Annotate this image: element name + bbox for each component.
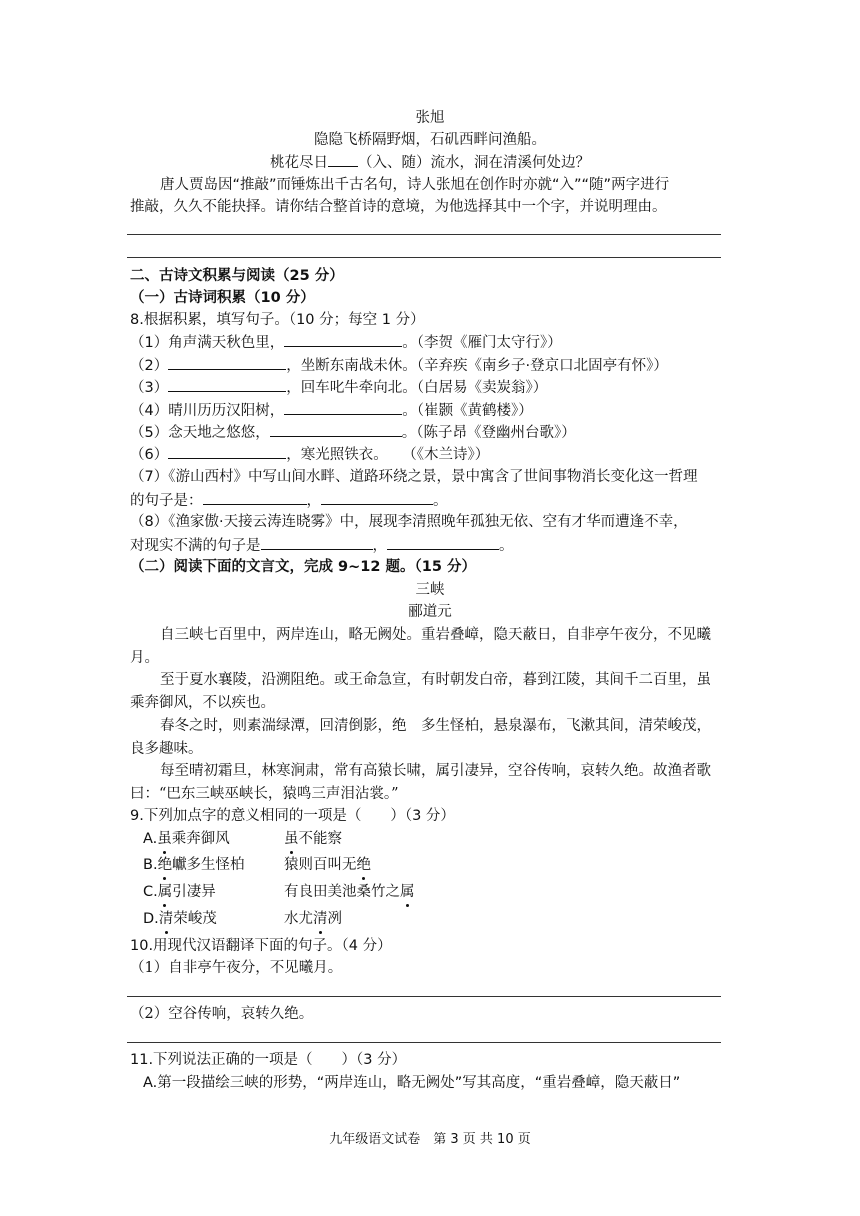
q8-item-6: （6） ，寒光照铁衣。 （《木兰诗》） xyxy=(130,444,489,465)
q8-item-2: （2） ，坐断东南战未休。（辛弃疾《南乡子·登京口北固亭有怀》） xyxy=(130,355,668,376)
q8-item-1: （1）角声满天秋色里， 。（李贺《雁门太守行》） xyxy=(130,332,562,353)
poem-line-2-start: 桃花尽日 xyxy=(270,155,328,171)
q9-option-b-compare: 猿则百叫无绝 xyxy=(284,857,371,873)
passage-title: 三峡 xyxy=(415,582,445,598)
q9-option-d[interactable]: D.清荣峻茂 xyxy=(143,911,217,927)
question-9-stem: 9.下列加点字的意义相同的一项是（ ）（3 分） xyxy=(130,808,455,824)
fill-blank[interactable] xyxy=(387,535,499,550)
answer-line[interactable] xyxy=(127,996,721,997)
poem-line-2-end: （入、随）流水，洞在清溪何处边？ xyxy=(358,155,590,171)
fill-blank[interactable] xyxy=(168,377,286,392)
fill-blank[interactable] xyxy=(261,535,373,550)
question-11-stem: 11.下列说法正确的一项是（ ）（3 分） xyxy=(130,1052,407,1068)
fill-blank[interactable] xyxy=(168,444,286,459)
answer-line[interactable] xyxy=(127,1042,721,1043)
part-1-title: （一）古诗词积累（10 分） xyxy=(130,290,315,306)
part-2-title: （二）阅读下面的文言文，完成 9~12 题。（15 分） xyxy=(130,559,476,575)
q9-option-c-compare: 有良田美池桑竹之属 xyxy=(284,884,415,900)
q10-sentence-1: （1）自非亭午夜分，不见曦月。 xyxy=(130,960,343,976)
passage-p2-line-2: 乘奔御风，不以疾也。 xyxy=(130,695,275,711)
q8-item-7-line-1: （7）《游山西村》中写山间水畔、道路环绕之景，景中寓含了世间事物消长变化这一哲理 xyxy=(130,469,698,485)
fill-blank[interactable] xyxy=(270,422,402,437)
q9-option-a-compare: 虽不能察 xyxy=(284,831,342,847)
fill-blank[interactable] xyxy=(284,332,402,347)
section-2-title: 二、古诗文积累与阅读（25 分） xyxy=(130,268,344,284)
fill-blank[interactable] xyxy=(284,400,402,415)
answer-line[interactable] xyxy=(127,257,721,258)
passage-p1-line-2: 月。 xyxy=(130,650,159,666)
q9-option-c[interactable]: C.属引凄异 xyxy=(143,884,216,900)
q9-option-a[interactable]: A.虽乘奔御风 xyxy=(143,831,230,847)
poem-line-1: 隐隐飞桥隔野烟，石矶西畔问渔船。 xyxy=(314,132,546,148)
question-8-stem: 8.根据积累，填写句子。（10 分；每空 1 分） xyxy=(130,312,425,328)
q9-option-b[interactable]: B.绝巘多生怪柏 xyxy=(143,857,245,873)
passage-p2-line-1: 至于夏水襄陵，沿溯阻绝。或王命急宣，有时朝发白帝，暮到江陵，其间千二百里，虽 xyxy=(160,672,711,688)
passage-author: 郦道元 xyxy=(408,604,452,620)
q8-item-8-line-2: 对现实不满的句子是 ， 。 xyxy=(130,535,514,556)
q10-sentence-2: （2）空谷传响，哀转久绝。 xyxy=(130,1006,314,1022)
fill-blank[interactable] xyxy=(168,355,286,370)
q11-option-a[interactable]: A.第一段描绘三峡的形势，“两岸连山，略无阙处”写其高度，“重岩叠嶂，隐天蔽日” xyxy=(143,1075,681,1091)
answer-line[interactable] xyxy=(127,234,721,235)
passage-p4-line-1: 每至晴初霜旦，林寒涧肃，常有高猿长啸，属引凄异，空谷传响，哀转久绝。故渔者歌 xyxy=(160,763,711,779)
page-footer: 九年级语文试卷 第 3 页 共 10 页 xyxy=(329,1132,531,1147)
q9-option-d-compare: 水尤清冽 xyxy=(284,911,342,927)
passage-p3-line-1: 春冬之时，则素湍绿潭，回清倒影，绝 多生怪柏，悬泉瀑布，飞漱其间，清荣峻茂， xyxy=(160,718,711,734)
q8-item-7-line-2: 的句子是： ， 。 xyxy=(130,490,448,511)
q8-item-3: （3） ，回车叱牛牵向北。（白居易《卖炭翁》） xyxy=(130,377,547,398)
q8-item-8-line-1: （8）《渔家傲·天接云涛连晓雾》中，展现李清照晚年孤独无依、空有才华而遭逢不幸， xyxy=(130,514,688,530)
passage-p3-line-2: 良多趣味。 xyxy=(130,741,203,757)
question-10-stem: 10.用现代汉语翻译下面的句子。（4 分） xyxy=(130,938,392,954)
q8-item-5: （5）念天地之悠悠， 。（陈子昂《登幽州台歌》） xyxy=(130,422,576,443)
poem-author: 张旭 xyxy=(415,110,445,126)
poem-line-2 xyxy=(0,152,860,173)
passage-p4-line-2: 曰：“巴东三峡巫峡长，猿鸣三声泪沾裳。” xyxy=(130,786,399,802)
fill-blank[interactable] xyxy=(321,490,433,505)
fill-blank[interactable] xyxy=(328,152,358,167)
intro-line-2: 推敲，久久不能抉择。请你结合整首诗的意境，为他选择其中一个字，并说明理由。 xyxy=(130,199,667,215)
intro-line-1: 唐人贾岛因“推敲”而锤炼出千古名句，诗人张旭在创作时亦就“入”“随”两字进行 xyxy=(160,177,670,193)
fill-blank[interactable] xyxy=(203,490,307,505)
q8-item-4: （4）晴川历历汉阳树， 。（崔颢《黄鹤楼》） xyxy=(130,400,533,421)
passage-p1-line-1: 自三峡七百里中，两岸连山，略无阙处。重岩叠嶂，隐天蔽日，自非亭午夜分，不见曦 xyxy=(160,627,711,643)
